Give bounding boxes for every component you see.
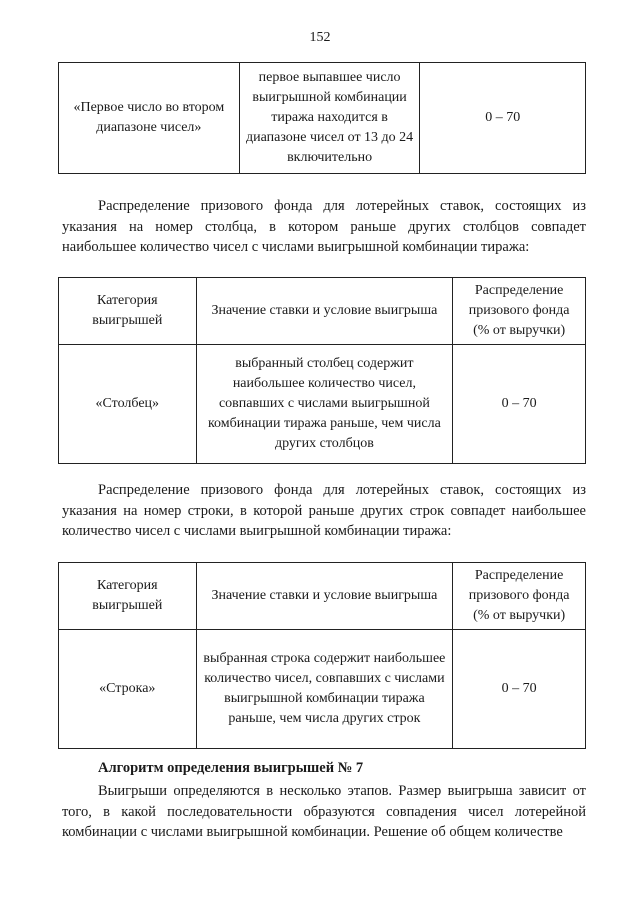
prize-table-row xyxy=(58,562,586,749)
table-header-row xyxy=(59,278,586,345)
paragraph-algorithm: Выигрыши определяются в несколько этапов. Размер выигрыша зависит от того, в какой последовательности образуются совпадения чисел лотерейной комбинации с числами выигрышной комбинации. Решение об общем количестве xyxy=(62,783,586,840)
table-row xyxy=(59,630,586,749)
condition-cell: первое выпавшее число выигрышной комбинации тиража находится в диапазоне чисел от 13 до 24 включительно xyxy=(239,63,420,174)
category-cell: «Первое число во втором диапазоне чисел» xyxy=(59,63,240,174)
condition-cell: выбранная строка содержит наибольшее количество чисел, совпавших с числами выигрышной комбинации тиража раньше, чем числа других строк xyxy=(196,630,453,749)
category-cell: «Столбец» xyxy=(59,345,197,464)
table-header-row xyxy=(59,563,586,630)
paragraph-column-distribution: Распределение призового фонда для лотерейных ставок, состоящих из указания на номер столбца, в котором раньше других столбцов совпадет наибольшее количество чисел с числами выигрышной комбинации тиража: xyxy=(62,198,586,255)
table-row xyxy=(59,345,586,464)
header-category: Категория выигрышей xyxy=(59,563,197,630)
table-row xyxy=(59,63,586,174)
header-distribution: Распределение призового фонда (% от выручки) xyxy=(453,278,586,345)
category-cell: «Строка» xyxy=(59,630,197,749)
prize-table-first-number xyxy=(58,62,586,174)
paragraph-row-distribution: Распределение призового фонда для лотерейных ставок, состоящих из указания на номер строки, в которой раньше других строк совпадет наибольшее количество чисел с числами выигрышной комбинации тиража: xyxy=(62,482,586,539)
condition-cell: выбранный столбец содержит наибольшее количество чисел, совпавших с числами выигрышной комбинации тиража раньше, чем числа других столбцов xyxy=(196,345,453,464)
distribution-cell: 0 – 70 xyxy=(453,630,586,749)
distribution-cell: 0 – 70 xyxy=(420,63,586,174)
header-category: Категория выигрышей xyxy=(59,278,197,345)
header-condition: Значение ставки и условие выигрыша xyxy=(196,278,453,345)
header-condition: Значение ставки и условие выигрыша xyxy=(196,563,453,630)
section-heading: Алгоритм определения выигрышей № 7 xyxy=(98,760,364,776)
prize-table-column xyxy=(58,277,586,464)
distribution-cell: 0 – 70 xyxy=(453,345,586,464)
header-distribution: Распределение призового фонда (% от выручки) xyxy=(453,563,586,630)
page-number: 152 xyxy=(309,30,331,45)
